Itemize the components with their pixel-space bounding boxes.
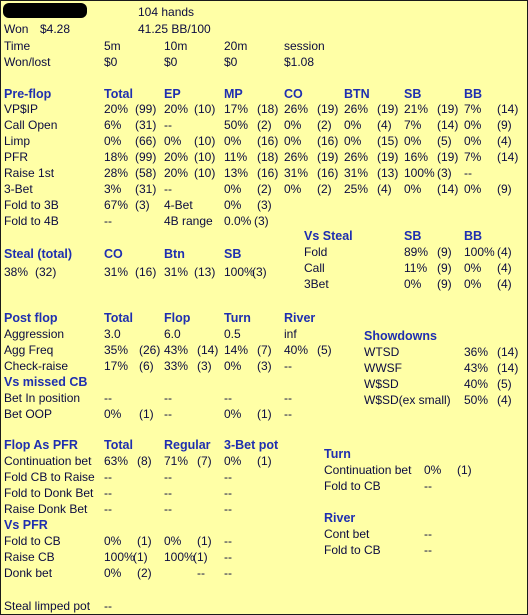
- vs-steal-row-label: Fold: [304, 245, 328, 259]
- missed-cb-cell: --: [104, 391, 112, 405]
- showdown-value: 43%: [464, 361, 489, 375]
- postflop-cell: (26): [139, 343, 161, 357]
- vs-steal-col-header: SB: [404, 229, 422, 243]
- vs-steal-row-label: Call: [304, 261, 325, 275]
- preflop-cell: (2): [317, 182, 332, 196]
- preflop-cell: 100%: [404, 166, 435, 180]
- vs-pfr-cell: --: [197, 566, 205, 580]
- flop-pfr-cell: --: [104, 470, 112, 484]
- flop-pfr-cell: --: [164, 470, 172, 484]
- postflop-row-label: Check-raise: [4, 359, 69, 373]
- preflop-cell: 20%: [104, 102, 129, 116]
- preflop-cell: --: [164, 118, 172, 132]
- preflop-cell: 0%: [284, 134, 302, 148]
- preflop-cell: 18%: [104, 150, 129, 164]
- turn-title: Turn: [324, 447, 351, 461]
- fold-to-4bet-value: --: [104, 214, 112, 228]
- showdown-label: WWSF: [364, 361, 402, 375]
- preflop-cell: 0%: [284, 182, 302, 196]
- postflop-cell: 35%: [104, 343, 129, 357]
- bb-per-100: 41.25 BB/100: [138, 22, 211, 36]
- flop-pfr-cell: --: [164, 502, 172, 516]
- preflop-cell: 6%: [104, 118, 122, 132]
- preflop-cell: 16%: [404, 150, 429, 164]
- showdown-value: 40%: [464, 377, 489, 391]
- vs-missed-cb-title: Vs missed CB: [4, 375, 88, 389]
- vs-steal-cell: (4): [497, 245, 512, 259]
- vs-pfr-row-label: Fold to CB: [4, 534, 61, 548]
- postflop-row-label: Aggression: [4, 327, 65, 341]
- missed-cb-cell: 0%: [104, 407, 122, 421]
- preflop-cell: 17%: [224, 102, 249, 116]
- flop-pfr-cell: (8): [137, 454, 152, 468]
- preflop-cell: 0%: [464, 182, 482, 196]
- showdown-count: (4): [497, 393, 512, 407]
- preflop-cell: 0%: [284, 118, 302, 132]
- preflop-col-header: EP: [164, 87, 181, 101]
- preflop-col-header: CO: [284, 87, 303, 101]
- time-label: Time: [4, 39, 31, 53]
- missed-cb-cell: --: [284, 391, 292, 405]
- preflop-title: Pre-flop: [4, 87, 52, 101]
- preflop-col-header: BTN: [344, 87, 370, 101]
- hands-count: 104 hands: [138, 5, 195, 19]
- missed-cb-row-label: Bet OOP: [4, 407, 53, 421]
- vs-pfr-cell: (2): [137, 566, 152, 580]
- preflop-cell: (14): [497, 102, 519, 116]
- preflop-cell: (18): [257, 102, 279, 116]
- preflop-cell: 7%: [464, 150, 482, 164]
- preflop-cell: 0%: [464, 118, 482, 132]
- redacted-player-name: [3, 3, 87, 18]
- vs-pfr-cell: (1): [137, 534, 152, 548]
- preflop-cell: 20%: [164, 102, 189, 116]
- preflop-cell: 0%: [404, 182, 422, 196]
- flop-pfr-cell: --: [224, 486, 232, 500]
- preflop-cell: (16): [317, 134, 339, 148]
- preflop-cell: (58): [135, 166, 157, 180]
- preflop-cell: (9): [497, 182, 512, 196]
- steal-limped-pot-label: Steal limped pot: [4, 599, 91, 613]
- preflop-cell: (19): [437, 150, 459, 164]
- steal-cell: 100%: [224, 265, 255, 279]
- flop-pfr-row-label: Fold CB to Raise: [4, 470, 95, 484]
- preflop-cell: (19): [317, 102, 339, 116]
- four-bet-range-count: (3): [254, 214, 269, 228]
- river-row-label: Cont bet: [324, 527, 370, 541]
- steal-col-header: Btn: [164, 247, 185, 261]
- missed-cb-cell: --: [224, 391, 232, 405]
- preflop-row-label: PFR: [4, 150, 28, 164]
- missed-cb-cell: 0%: [224, 407, 242, 421]
- time-col-1: 10m: [164, 39, 188, 53]
- flop-pfr-cell: --: [164, 486, 172, 500]
- four-bet-value: 0%: [224, 198, 242, 212]
- missed-cb-cell: --: [284, 407, 292, 421]
- preflop-cell: 3%: [104, 182, 122, 196]
- won-lost-value: $0: [164, 55, 178, 69]
- preflop-col-header: MP: [224, 87, 243, 101]
- fold-to-3bet-count: (3): [135, 198, 150, 212]
- preflop-cell: 0%: [104, 134, 122, 148]
- postflop-col-header: Turn: [224, 311, 251, 325]
- preflop-cell: (2): [317, 118, 332, 132]
- preflop-cell: 28%: [104, 166, 129, 180]
- time-col-2: 20m: [224, 39, 248, 53]
- postflop-cell: (5): [317, 343, 332, 357]
- postflop-cell: (3): [197, 359, 212, 373]
- preflop-cell: (4): [377, 118, 392, 132]
- vs-pfr-cell: (1): [197, 534, 212, 548]
- preflop-cell: 7%: [464, 102, 482, 116]
- steal-cell: (16): [135, 265, 157, 279]
- vs-pfr-cell: 100%: [104, 550, 135, 564]
- showdown-count: (14): [497, 361, 519, 375]
- postflop-cell: (14): [197, 343, 219, 357]
- postflop-cell: (6): [139, 359, 154, 373]
- postflop-cell: 0%: [224, 359, 242, 373]
- vs-steal-cell: 89%: [404, 245, 429, 259]
- river-row-label: Fold to CB: [324, 543, 381, 557]
- steal-cell: 38%: [4, 265, 29, 279]
- preflop-cell: (10): [194, 102, 216, 116]
- flop-pfr-row-label: Raise Donk Bet: [4, 502, 88, 516]
- missed-cb-row-label: Bet In position: [4, 391, 81, 405]
- flop-pfr-row-label: Continuation bet: [4, 454, 92, 468]
- preflop-cell: (14): [437, 182, 459, 196]
- preflop-row-label: Raise 1st: [4, 166, 55, 180]
- preflop-cell: 20%: [164, 166, 189, 180]
- preflop-cell: 0%: [464, 134, 482, 148]
- turn-value: --: [424, 479, 432, 493]
- preflop-cell: 0%: [224, 134, 242, 148]
- postflop-cell: (7): [257, 343, 272, 357]
- won-lost-value: $0: [224, 55, 238, 69]
- preflop-cell: 26%: [284, 102, 309, 116]
- preflop-row-label: Limp: [4, 134, 31, 148]
- vs-steal-cell: 0%: [464, 261, 482, 275]
- preflop-cell: --: [164, 182, 172, 196]
- steal-cell: (13): [194, 265, 216, 279]
- preflop-cell: (16): [317, 166, 339, 180]
- preflop-cell: --: [464, 166, 472, 180]
- vs-pfr-cell: 0%: [164, 534, 182, 548]
- preflop-cell: (99): [135, 102, 157, 116]
- postflop-cell: 43%: [164, 343, 189, 357]
- showdown-value: 36%: [464, 345, 489, 359]
- preflop-cell: (3): [437, 166, 452, 180]
- vs-steal-cell: 100%: [464, 245, 495, 259]
- showdown-count: (5): [497, 377, 512, 391]
- preflop-cell: (99): [135, 150, 157, 164]
- preflop-cell: 7%: [404, 118, 422, 132]
- river-value: --: [424, 543, 432, 557]
- turn-row-label: Fold to CB: [324, 479, 381, 493]
- flop-pfr-col-header: Regular: [164, 438, 211, 452]
- preflop-cell: (16): [257, 134, 279, 148]
- preflop-row-label: VP$IP: [4, 102, 39, 116]
- preflop-cell: 31%: [284, 166, 309, 180]
- postflop-col-header: River: [284, 311, 316, 325]
- preflop-cell: (13): [377, 166, 399, 180]
- flop-pfr-cell: (7): [197, 454, 212, 468]
- vs-pfr-cell: 0%: [104, 534, 122, 548]
- steal-col-header: SB: [224, 247, 242, 261]
- vs-steal-cell: (9): [437, 261, 452, 275]
- river-value: --: [424, 527, 432, 541]
- showdown-label: WTSD: [364, 345, 400, 359]
- steal-cell: 31%: [164, 265, 189, 279]
- four-bet-range-label: 4B range: [164, 214, 213, 228]
- missed-cb-cell: --: [164, 407, 172, 421]
- showdown-value: 50%: [464, 393, 489, 407]
- postflop-cell: 40%: [284, 343, 309, 357]
- vs-pfr-cell: (1): [193, 550, 208, 564]
- preflop-cell: (31): [135, 182, 157, 196]
- vs-pfr-cell: 100%: [164, 550, 195, 564]
- steal-cell: 31%: [104, 265, 129, 279]
- won-lost-value: $1.08: [284, 55, 315, 69]
- postflop-col-header: Total: [104, 311, 133, 325]
- vs-steal-col-header: BB: [464, 229, 483, 243]
- preflop-cell: (2): [257, 182, 272, 196]
- vs-pfr-cell: 0%: [104, 566, 122, 580]
- won-lost-value: $0: [104, 55, 118, 69]
- four-bet-count: (3): [257, 198, 272, 212]
- preflop-cell: 11%: [224, 150, 248, 164]
- preflop-cell: (9): [497, 118, 512, 132]
- preflop-cell: 0%: [404, 134, 422, 148]
- preflop-row-label: 3-Bet: [4, 182, 33, 196]
- missed-cb-cell: (1): [139, 407, 154, 421]
- showdown-label: W$SD(ex small): [364, 393, 451, 407]
- steal-col-header: CO: [104, 247, 123, 261]
- vs-steal-cell: (9): [437, 277, 452, 291]
- postflop-cell: 6.0: [164, 327, 181, 341]
- preflop-cell: 26%: [284, 150, 309, 164]
- flop-pfr-col-header: Total: [104, 438, 133, 452]
- flop-pfr-row-label: Fold to Donk Bet: [4, 486, 94, 500]
- flop-pfr-cell: --: [104, 486, 112, 500]
- won-label: Won: [4, 22, 29, 36]
- four-bet-range-value: 0.0%: [224, 214, 252, 228]
- preflop-cell: 50%: [224, 118, 249, 132]
- river-title: River: [324, 511, 356, 525]
- preflop-cell: (14): [497, 150, 519, 164]
- fold-to-3bet-value: 67%: [104, 198, 129, 212]
- showdown-count: (14): [497, 345, 519, 359]
- flop-pfr-cell: 0%: [224, 454, 242, 468]
- turn-row-label: Continuation bet: [324, 463, 412, 477]
- postflop-cell: 33%: [164, 359, 189, 373]
- preflop-row-label: Call Open: [4, 118, 58, 132]
- fold-to-4bet-label: Fold to 4B: [4, 214, 59, 228]
- vs-steal-cell: (4): [497, 261, 512, 275]
- preflop-cell: (31): [135, 118, 157, 132]
- preflop-cell: (66): [135, 134, 157, 148]
- preflop-cell: (10): [194, 134, 216, 148]
- preflop-cell: (19): [317, 150, 339, 164]
- preflop-cell: (19): [377, 150, 399, 164]
- flop-pfr-cell: (1): [257, 454, 272, 468]
- time-col-0: 5m: [104, 39, 121, 53]
- missed-cb-cell: (1): [257, 407, 272, 421]
- preflop-cell: (19): [377, 102, 399, 116]
- vs-steal-title: Vs Steal: [304, 229, 353, 243]
- vs-steal-row-label: 3Bet: [304, 277, 329, 291]
- preflop-cell: 0%: [164, 134, 182, 148]
- vs-pfr-cell: (1): [133, 550, 148, 564]
- preflop-cell: (4): [497, 134, 512, 148]
- preflop-col-header: SB: [404, 87, 422, 101]
- vs-pfr-title: Vs PFR: [4, 518, 48, 532]
- postflop-cell: inf: [284, 327, 297, 341]
- preflop-cell: 0%: [344, 118, 362, 132]
- fold-to-3bet-label: Fold to 3B: [4, 198, 59, 212]
- four-bet-label: 4-Bet: [164, 198, 193, 212]
- flop-pfr-col-header: 3-Bet pot: [224, 438, 279, 452]
- preflop-cell: 26%: [344, 102, 369, 116]
- postflop-cell: 0.5: [224, 327, 241, 341]
- vs-steal-cell: 0%: [464, 277, 482, 291]
- steal-title: Steal (total): [4, 247, 73, 261]
- won-lost-label: Won/lost: [4, 55, 51, 69]
- flop-pfr-cell: --: [104, 502, 112, 516]
- showdown-label: W$SD: [364, 377, 399, 391]
- preflop-cell: 21%: [404, 102, 429, 116]
- vs-pfr-cell: --: [224, 534, 232, 548]
- steal-cell: (32): [35, 265, 57, 279]
- preflop-cell: 31%: [344, 166, 369, 180]
- won-value: $4.28: [40, 22, 71, 36]
- flop-pfr-cell: 71%: [164, 454, 189, 468]
- steal-cell: (3): [252, 265, 267, 279]
- vs-steal-cell: (4): [497, 277, 512, 291]
- preflop-col-header: BB: [464, 87, 483, 101]
- postflop-cell: 17%: [104, 359, 129, 373]
- preflop-cell: (5): [437, 134, 452, 148]
- preflop-cell: 26%: [344, 150, 369, 164]
- postflop-cell: 14%: [224, 343, 249, 357]
- preflop-cell: (4): [377, 182, 392, 196]
- flop-pfr-cell: --: [224, 470, 232, 484]
- preflop-cell: 20%: [164, 150, 189, 164]
- postflop-title: Post flop: [4, 311, 58, 325]
- postflop-row-label: Agg Freq: [4, 343, 54, 357]
- vs-pfr-cell: --: [224, 550, 232, 564]
- preflop-cell: 0%: [344, 134, 362, 148]
- preflop-cell: 13%: [224, 166, 249, 180]
- showdowns-title: Showdowns: [364, 329, 437, 343]
- postflop-cell: --: [284, 359, 292, 373]
- flop-as-pfr-title: Flop As PFR: [4, 438, 78, 452]
- vs-pfr-cell: --: [224, 566, 232, 580]
- flop-pfr-cell: --: [224, 502, 232, 516]
- preflop-cell: 25%: [344, 182, 369, 196]
- postflop-cell: (3): [257, 359, 272, 373]
- steal-limped-pot-value: --: [104, 599, 112, 613]
- vs-steal-cell: 11%: [404, 261, 428, 275]
- preflop-cell: (14): [437, 118, 459, 132]
- preflop-cell: (10): [194, 166, 216, 180]
- preflop-col-header: Total: [104, 87, 133, 101]
- time-col-3: session: [284, 39, 325, 53]
- preflop-cell: (10): [194, 150, 216, 164]
- vs-steal-cell: (9): [437, 245, 452, 259]
- preflop-cell: (19): [437, 102, 459, 116]
- vs-steal-cell: 0%: [404, 277, 422, 291]
- preflop-cell: 0%: [224, 182, 242, 196]
- flop-pfr-cell: 63%: [104, 454, 129, 468]
- turn-count: (1): [457, 463, 472, 477]
- turn-value: 0%: [424, 463, 442, 477]
- vs-pfr-row-label: Raise CB: [4, 550, 55, 564]
- vs-pfr-row-label: Donk bet: [4, 566, 53, 580]
- preflop-cell: (18): [257, 150, 279, 164]
- postflop-cell: 3.0: [104, 327, 121, 341]
- preflop-cell: (15): [377, 134, 399, 148]
- missed-cb-cell: --: [164, 391, 172, 405]
- postflop-col-header: Flop: [164, 311, 191, 325]
- preflop-cell: (16): [257, 166, 279, 180]
- preflop-cell: (2): [257, 118, 272, 132]
